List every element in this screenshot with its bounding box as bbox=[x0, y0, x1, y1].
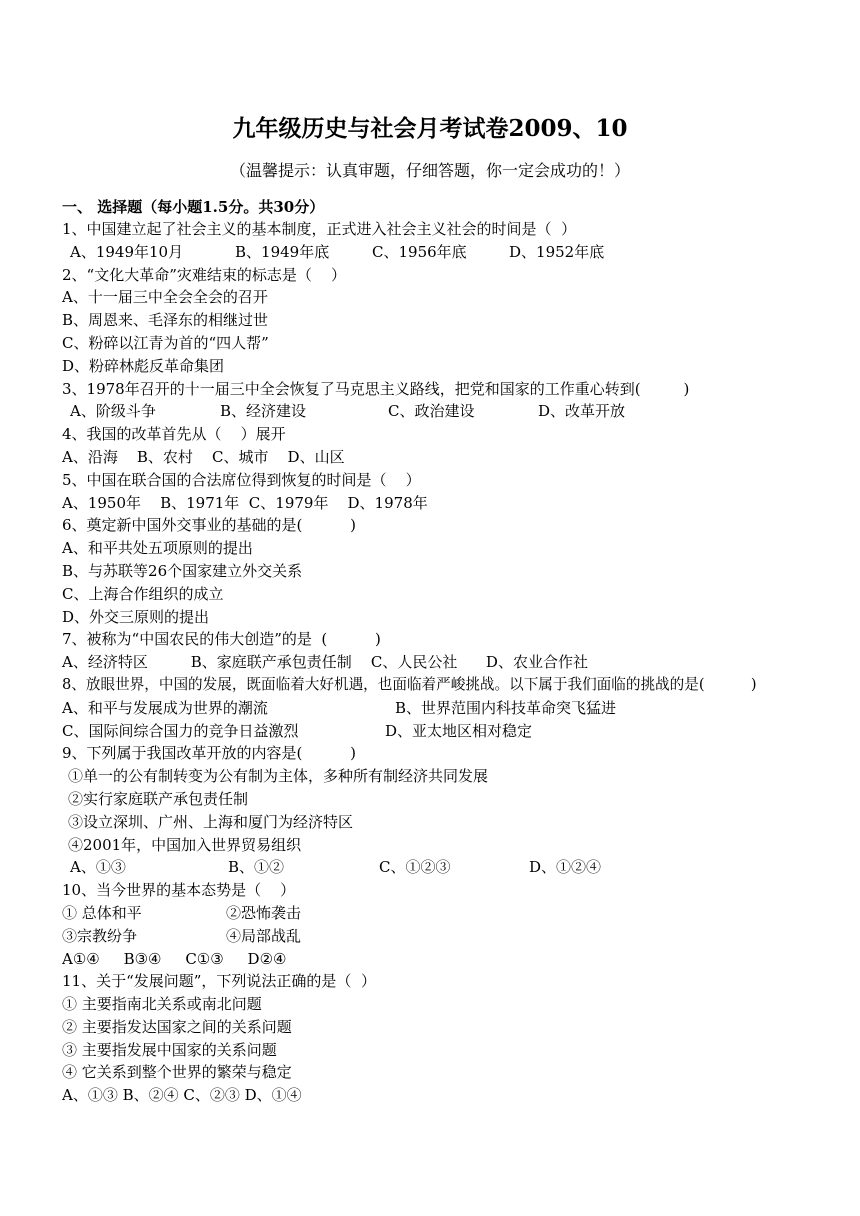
question-1: 1、中国建立起了社会主义的基本制度，正式进入社会主义社会的时间是（ ） bbox=[62, 220, 577, 238]
question-list bbox=[62, 218, 852, 1107]
statement-4: ④局部战乱 bbox=[226, 926, 302, 945]
option-a: A、和平与发展成为世界的潮流 bbox=[62, 698, 268, 717]
option-c: C、政治建设 bbox=[388, 402, 475, 421]
option-d: D、改革开放 bbox=[538, 402, 626, 421]
option-c: C、粉碎以江青为首的“四人帮” bbox=[62, 333, 269, 352]
question-9-options bbox=[62, 856, 852, 879]
option-d: D、粉碎林彪反革命集团 bbox=[62, 356, 225, 375]
option-b: B、与苏联等26个国家建立外交关系 bbox=[62, 561, 303, 580]
question-8: 8、放眼世界，中国的发展，既面临着大好机遇，也面临着严峻挑战。以下属于我们面临的挑战的是( ) bbox=[62, 675, 757, 693]
option-d: D、亚太地区相对稳定 bbox=[385, 721, 533, 740]
question-1-options bbox=[62, 241, 852, 264]
option-c: C、上海合作组织的成立 bbox=[62, 584, 224, 603]
question-11: 11、关于“发展问题”，下列说法正确的是（ ） bbox=[62, 972, 376, 991]
statement-4: ④2001年，中国加入世界贸易组织 bbox=[68, 835, 302, 854]
statement-1: ① 主要指南北关系或南北问题 bbox=[62, 995, 262, 1014]
question-3: 3、1978年召开的十一届三中全会恢复了马克思主义路线，把党和国家的工作重心转到( ) bbox=[62, 379, 690, 398]
question-4-options: A、沿海 B、农村 C、城市 D、山区 bbox=[62, 447, 345, 466]
question-8-options-ab bbox=[62, 697, 852, 720]
option-a: A、十一届三中全会全会的召开 bbox=[62, 288, 268, 307]
question-6: 6、奠定新中国外交事业的基础的是( ) bbox=[62, 516, 356, 535]
option-d: D、①②④ bbox=[529, 858, 602, 877]
question-7: 7、被称为“中国农民的伟大创造”的是 ( ) bbox=[62, 630, 381, 649]
statement-3: ③设立深圳、广州、上海和厦门为经济特区 bbox=[68, 812, 354, 831]
statement-1: ①单一的公有制转变为公有制为主体，多种所有制经济共同发展 bbox=[68, 767, 489, 786]
question-4: 4、我国的改革首先从（ ）展开 bbox=[62, 425, 286, 444]
option-a: A、和平共处五项原则的提出 bbox=[62, 539, 253, 558]
question-10-options: A①④ B③④ C①③ D②④ bbox=[62, 949, 287, 968]
option-b: B、经济建设 bbox=[220, 402, 307, 421]
option-c: C、①②③ bbox=[379, 858, 451, 877]
question-7-options: A、经济特区 B、家庭联产承包责任制 C、人民公社 D、农业合作社 bbox=[62, 653, 588, 672]
option-b: B、周恩来、毛泽东的相继过世 bbox=[62, 311, 269, 330]
question-10-items-12 bbox=[62, 902, 852, 925]
option-d: D、外交三原则的提出 bbox=[62, 607, 210, 626]
page-title: 九年级历史与社会月考试卷2009、10 bbox=[232, 115, 628, 142]
question-10-items-34 bbox=[62, 925, 852, 948]
question-5-options: A、1950年 B、1971年 C、1979年 D、1978年 bbox=[62, 493, 428, 512]
statement-3: ③ 主要指发展中国家的关系问题 bbox=[62, 1040, 277, 1059]
tip-text: （温馨提示：认真审题，仔细答题，你一定会成功的！） bbox=[229, 161, 630, 180]
option-b: B、①② bbox=[228, 858, 285, 877]
option-b: B、世界范围内科技革命突飞猛进 bbox=[395, 698, 617, 717]
option-c: C、1956年底 bbox=[372, 242, 467, 261]
question-8-options-cd bbox=[62, 720, 852, 743]
section-heading: 一、 选择题（每小题1.5分。共30分） bbox=[62, 198, 325, 216]
option-a: A、①③ bbox=[70, 858, 126, 877]
statement-1: ① 总体和平 bbox=[62, 903, 142, 922]
option-a: A、1949年10月 bbox=[70, 242, 184, 261]
question-10: 10、当今世界的基本态势是（ ） bbox=[62, 881, 296, 900]
option-b: B、1949年底 bbox=[235, 242, 330, 261]
statement-2: ②实行家庭联产承包责任制 bbox=[68, 789, 249, 808]
statement-4: ④ 它关系到整个世界的繁荣与稳定 bbox=[62, 1063, 292, 1082]
question-3-options bbox=[62, 400, 852, 423]
statement-2: ② 主要指发达国家之间的关系问题 bbox=[62, 1017, 292, 1036]
question-11-options: A、①③ B、②④ C、②③ D、①④ bbox=[62, 1086, 302, 1105]
option-a: A、阶级斗争 bbox=[70, 402, 156, 421]
question-2: 2、“文化大革命”灾难结束的标志是（ ） bbox=[62, 265, 346, 284]
statement-2: ②恐怖袭击 bbox=[226, 903, 302, 922]
option-c: C、国际间综合国力的竞争日益激烈 bbox=[62, 721, 299, 740]
question-5: 5、中国在联合国的合法席位得到恢复的时间是（ ） bbox=[62, 470, 421, 489]
option-d: D、1952年底 bbox=[509, 242, 605, 261]
statement-3: ③宗教纷争 bbox=[62, 926, 138, 945]
question-9: 9、下列属于我国改革开放的内容是( ) bbox=[62, 744, 356, 763]
